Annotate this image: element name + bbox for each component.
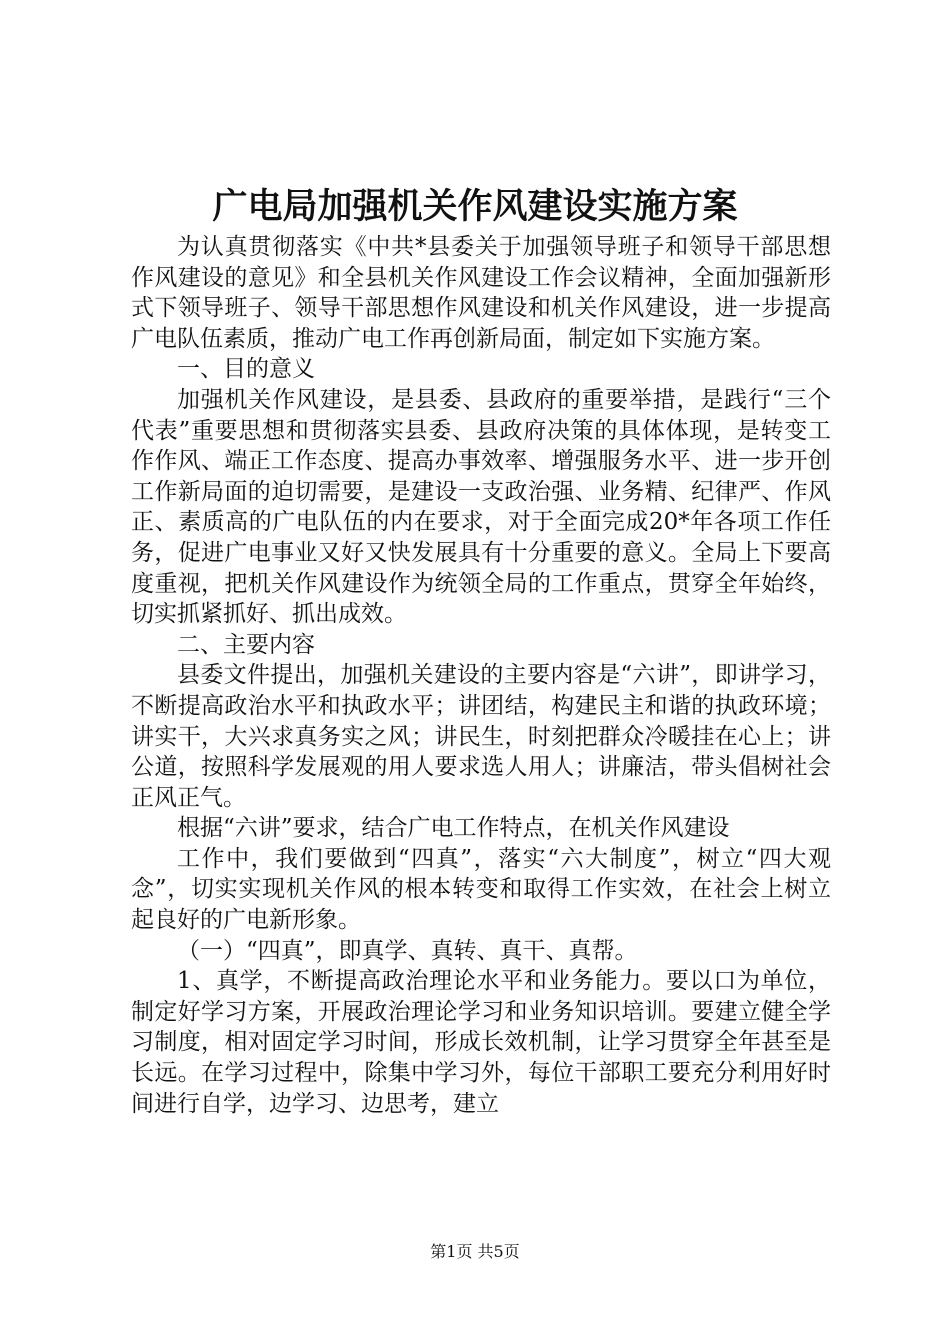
content-paragraph: 县委文件提出，加强机关建设的主要内容是“六讲”，即讲学习，不断提高政治水平和执政水平；讲团结，构建民主和谐的执政环境；讲实干，大兴求真务实之风；讲民生，时刻把群众冷暖挂在心上；讲公道，按照科学发展观的用人要求选人用人；讲廉洁，带头倡树社会正风正气。	[131, 662, 831, 811]
four-truths-paragraph: 工作中，我们要做到“四真”，落实“六大制度”，树立“四大观念”，切实实现机关作风的根本转变和取得工作实效，在社会上树立起良好的广电新形象。	[131, 845, 831, 934]
page-footer: 第1页 共5页	[430, 1242, 520, 1261]
true-study-paragraph: 1、真学，不断提高政治理论水平和业务能力。要以口为单位，制定好学习方案，开展政治理论学习和业务知识培训。要建立健全学习制度，相对固定学习时间，形成长效机制，让学习贯穿全年甚至是长远。在学习过程中，除集中学习外，每位干部职工要充分利用好时间进行自学，边学习、边思考，建立	[131, 968, 831, 1117]
section-heading-content: 二、主要内容	[177, 631, 315, 658]
six-talks-paragraph: 根据“六讲”要求，结合广电工作特点，在机关作风建设	[177, 815, 730, 842]
subsection-heading-four-truths: （一）“四真”，即真学、真转、真干、真帮。	[177, 937, 638, 964]
document-title: 广电局加强机关作风建设实施方案	[212, 186, 738, 227]
document-body	[131, 232, 831, 1119]
purpose-paragraph: 加强机关作风建设，是县委、县政府的重要举措，是践行“三个代表”重要思想和贯彻落实县委、县政府决策的具体体现，是转变工作作风、端正工作态度、提高办事效率、增强服务水平、进一步开创工作新局面的迫切需要，是建设一支政治强、业务精、纪律严、作风正、素质高的广电队伍的内在要求，对于全面完成20*年各项工作任务，促进广电事业又好又快发展具有十分重要的意义。全局上下要高度重视，把机关作风建设作为统领全局的工作重点，贯穿全年始终，切实抓紧抓好、抓出成效。	[131, 386, 831, 628]
intro-paragraph: 为认真贯彻落实《中共*县委关于加强领导班子和领导干部思想作风建设的意见》和全县机关作风建设工作会议精神，全面加强新形式下领导班子、领导干部思想作风建设和机关作风建设，进一步提高广电队伍素质，推动广电工作再创新局面，制定如下实施方案。	[131, 234, 831, 352]
section-heading-purpose: 一、目的意义	[177, 356, 315, 383]
